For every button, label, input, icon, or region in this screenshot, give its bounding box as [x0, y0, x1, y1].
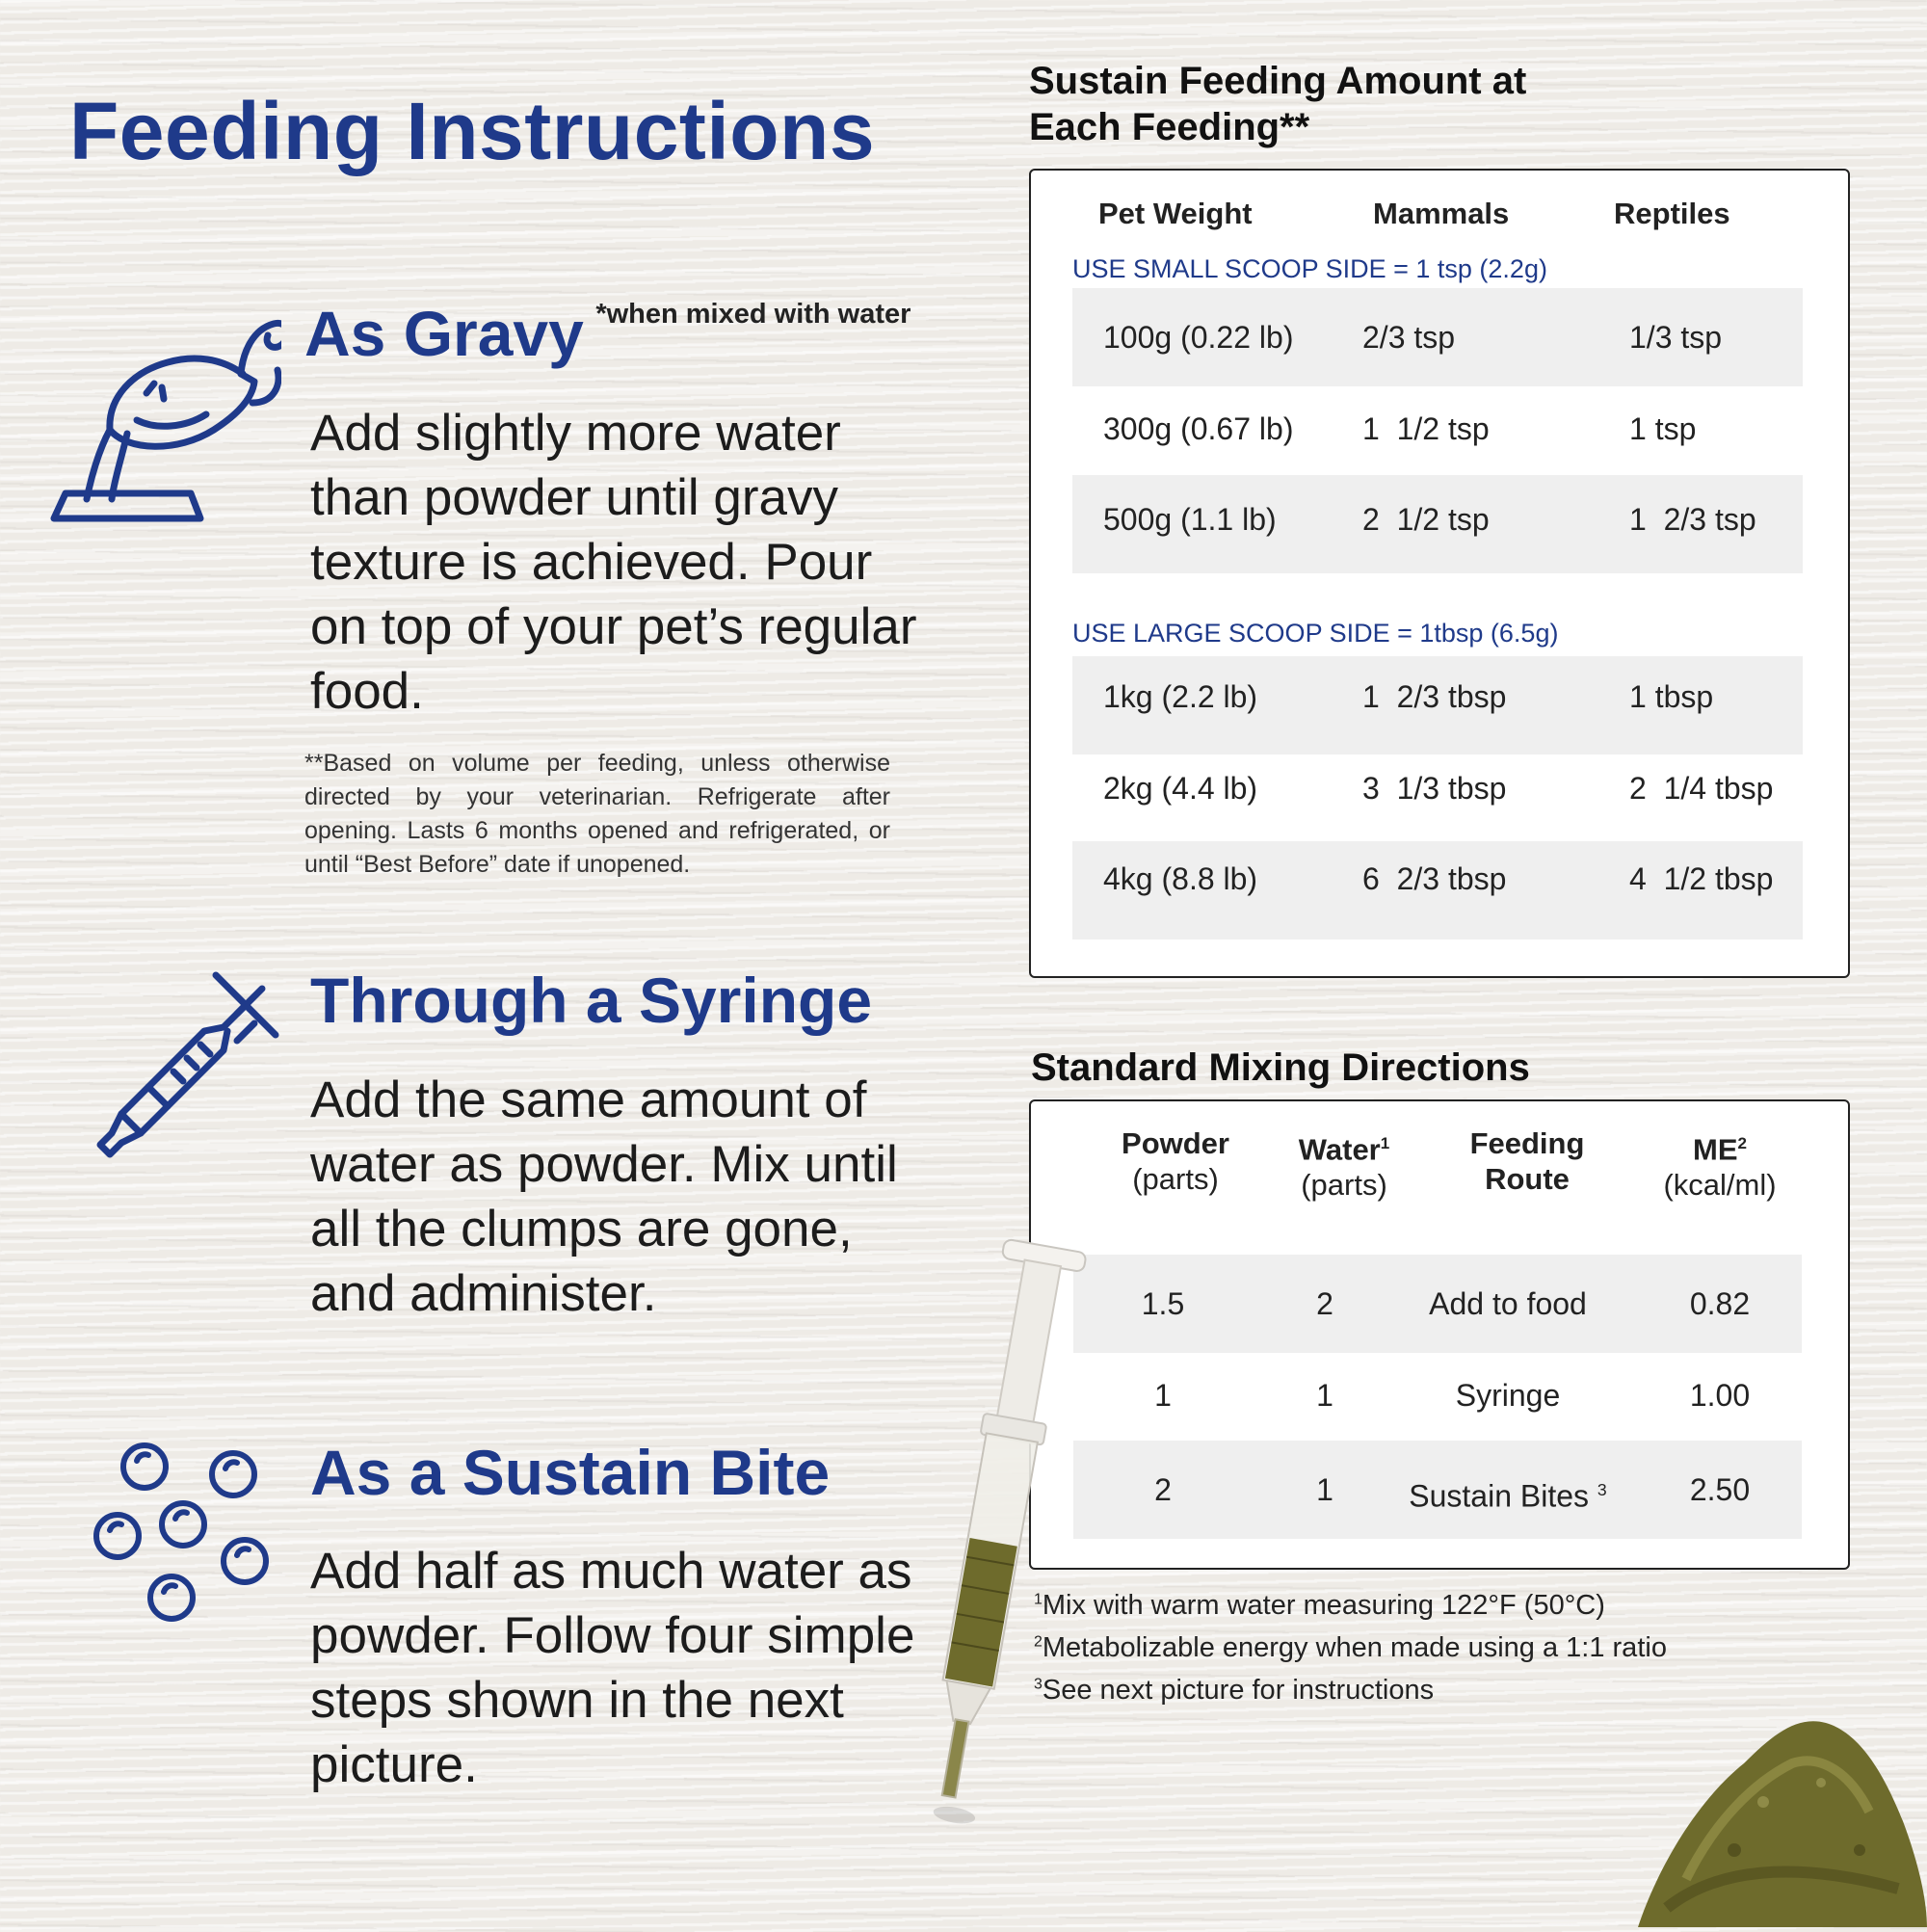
syringe-photo [896, 1224, 1089, 1845]
gravy-title: As Gravy [304, 298, 584, 369]
page-title: Feeding Instructions [69, 86, 876, 176]
mixing-cell-water: 2 [1316, 1286, 1333, 1321]
feeding-cell: 1 2/3 tbsp [1362, 679, 1507, 714]
feeding-cell: 2/3 tsp [1362, 320, 1456, 355]
me-header-label: ME [1693, 1132, 1738, 1167]
mixing-cell-route [1397, 1255, 1619, 1353]
feeding-cell: 500g (1.1 lb) [1103, 502, 1277, 537]
mixing-header-powder [1098, 1125, 1253, 1197]
mixing-header-route [1445, 1125, 1609, 1197]
small-scoop-label: USE SMALL SCOOP SIDE = 1 tsp (2.2g) [1072, 254, 1547, 283]
bite-instructions: Add half as much water as powder. Follow four simple steps shown in the next picture. [310, 1543, 915, 1793]
mixing-cell-powder: 2 [1154, 1472, 1172, 1507]
feeding-cell: 300g (0.67 lb) [1103, 411, 1294, 446]
feeding-cell: 2 1/2 tsp [1362, 502, 1490, 537]
feeding-header-reptiles: Reptiles [1614, 197, 1730, 230]
footnote-text: Mix with warm water measuring 122°F (50°C) [1042, 1590, 1605, 1621]
mixing-header-me [1638, 1125, 1802, 1203]
syringe-icon [92, 967, 285, 1160]
mixing-table-title: Standard Mixing Directions [1031, 1046, 1530, 1089]
me-header-unit: (kcal/ml) [1663, 1168, 1777, 1203]
water-header-footnote: 1 [1380, 1134, 1390, 1152]
powder-pile-photo [1628, 1657, 1927, 1932]
route-text: Syringe [1455, 1378, 1561, 1413]
large-scoop-label: USE LARGE SCOOP SIDE = 1tbsp (6.5g) [1072, 619, 1559, 648]
mixing-cell-me: 2.50 [1689, 1472, 1751, 1507]
mixing-cell-me: 1.00 [1689, 1378, 1751, 1413]
syringe-instructions: Add the same amount of water as powder. Mix until all the clumps are gone, and administer. [310, 1072, 898, 1322]
feeding-cell: 6 2/3 tbsp [1362, 861, 1507, 896]
feeding-cell: 1kg (2.2 lb) [1103, 679, 1258, 714]
footnote-number: 1 [1034, 1591, 1043, 1608]
footnote-number: 2 [1034, 1633, 1043, 1651]
route-header-label2: Route [1485, 1162, 1570, 1196]
fine-print: **Based on volume per feeding, unless otherwise directed by your veterinarian. Refrigerate after opening. Lasts 6 months opened and refrigerated, or until “Best Before” date if unopened. [304, 750, 890, 878]
water-header-label: Water [1298, 1132, 1381, 1167]
syringe-title: Through a Syringe [310, 965, 873, 1036]
feeding-cell: 1 2/3 tsp [1629, 502, 1756, 537]
feeding-cell: 1 1/2 tsp [1362, 411, 1490, 446]
route-text: Add to food [1429, 1286, 1587, 1321]
mixing-cell-water: 1 [1316, 1378, 1333, 1413]
feeding-cell: 3 1/3 tbsp [1362, 771, 1507, 806]
bite-title: As a Sustain Bite [310, 1437, 831, 1508]
mixing-row [1073, 1346, 1802, 1444]
footnote [1034, 1632, 1667, 1664]
mixing-cell-route [1397, 1441, 1619, 1539]
mixing-cell-water: 1 [1316, 1472, 1333, 1507]
gravy-instructions: Add slightly more water than powder until gravy texture is achieved. Pour on top of your pet’s regular food. [310, 405, 917, 720]
bites-icon [87, 1440, 279, 1628]
gravy-note: *when mixed with water [595, 299, 911, 330]
mixing-cell-route [1397, 1346, 1619, 1444]
mixing-cell-me: 0.82 [1689, 1286, 1751, 1321]
feeding-header-weight: Pet Weight [1098, 197, 1253, 230]
mixing-row [1073, 1255, 1802, 1353]
feeding-cell: 1/3 tsp [1629, 320, 1723, 355]
feeding-title-line1: Sustain Feeding Amount at [1029, 60, 1527, 102]
feeding-cell: 2kg (4.4 lb) [1103, 771, 1258, 806]
feeding-cell: 4kg (8.8 lb) [1103, 861, 1258, 896]
me-header-footnote: 2 [1737, 1134, 1747, 1152]
gravy-boat-icon [50, 306, 281, 526]
water-header-unit: (parts) [1301, 1168, 1387, 1203]
route-footnote: 3 [1597, 1480, 1607, 1499]
feeding-cell: 100g (0.22 lb) [1103, 320, 1294, 355]
mixing-cell-powder: 1.5 [1141, 1286, 1185, 1321]
footnote-text: Metabolizable energy when made using a 1:1 ratio [1042, 1632, 1667, 1663]
feeding-header-mammals: Mammals [1373, 197, 1510, 230]
feeding-cell: 1 tsp [1629, 411, 1697, 446]
feeding-cell: 4 1/2 tbsp [1629, 861, 1774, 896]
mixing-header-water [1272, 1125, 1416, 1203]
route-text: Sustain Bites [1409, 1478, 1590, 1514]
route-header-label: Feeding [1469, 1126, 1585, 1160]
footnote-number: 3 [1034, 1676, 1043, 1693]
feeding-cell: 1 tbsp [1629, 679, 1714, 714]
feeding-title-line2: Each Feeding** [1029, 106, 1310, 148]
footnote-text: See next picture for instructions [1042, 1675, 1435, 1706]
feeding-cell: 2 1/4 tbsp [1629, 771, 1774, 806]
mixing-row [1073, 1441, 1802, 1539]
powder-header-label: Powder [1122, 1126, 1229, 1160]
footnote [1034, 1675, 1434, 1707]
powder-header-unit: (parts) [1132, 1162, 1219, 1196]
footnote [1034, 1590, 1605, 1622]
feeding-table-title [1029, 58, 1526, 150]
mixing-cell-powder: 1 [1154, 1378, 1172, 1413]
